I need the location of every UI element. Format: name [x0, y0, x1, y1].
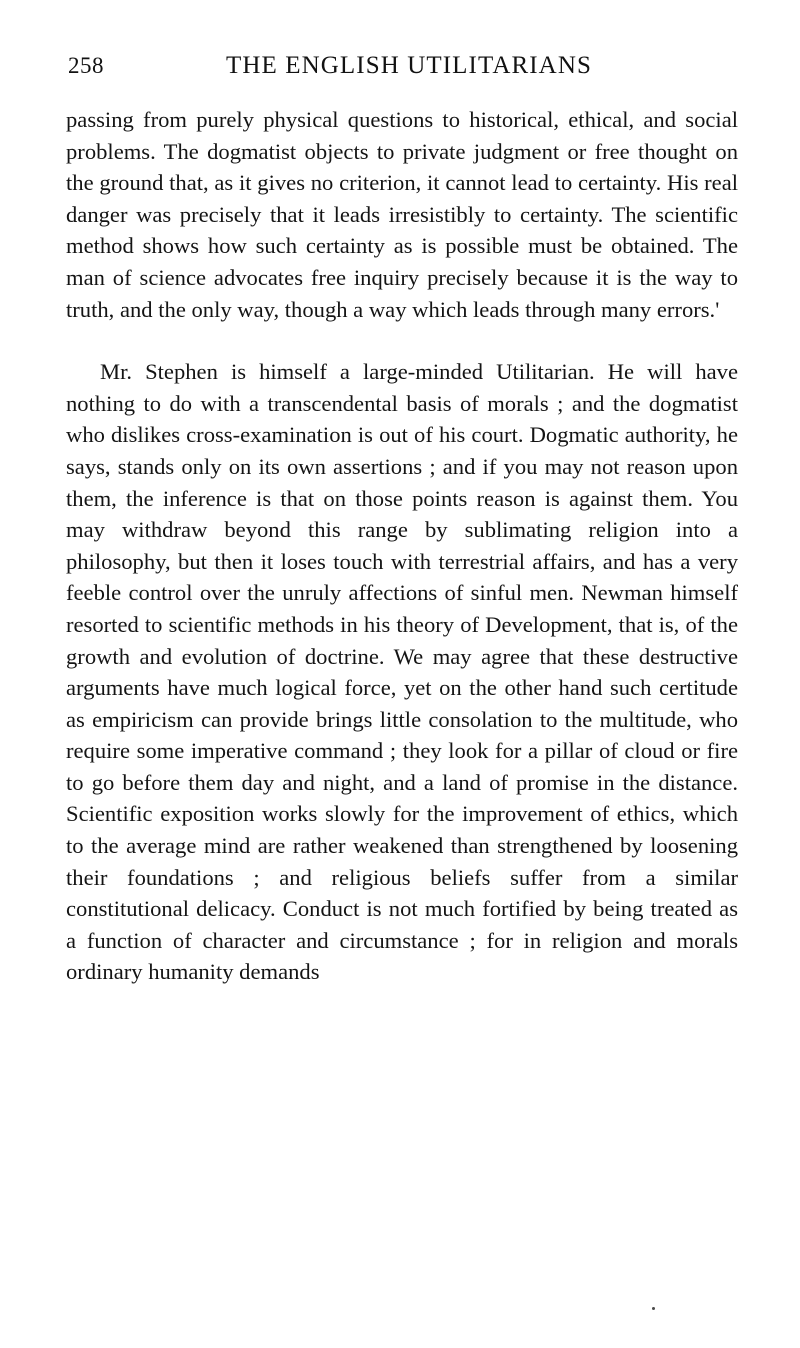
page-header [68, 52, 732, 86]
running-head-title: THE ENGLISH UTILITARIANS [225, 52, 592, 79]
paragraph-1: passing from purely physical questions to historical, ethical, and social problems. The dogmatist objects to private judgment or free thought on the ground that, as it gives no criterion, it cannot lead to certainty. His real danger was precisely that it leads irresistibly to certainty. The scientific method shows how such certainty as is possible must be obtained. The man of science advocates free inquiry precisely because it is the way to truth, and the only way, though a way which leads through many errors.' [66, 107, 738, 322]
page-body [66, 104, 738, 988]
page-speck [652, 1307, 655, 1310]
page-number: 258 [68, 53, 104, 78]
paragraph-2: Mr. Stephen is himself a large-minded Utilitarian. He will have nothing to do with a transcendental basis of morals ; and the dogmatist who dislikes cross-examination is out of his court. Dogmatic authority, he says, stands only on its own assertions ; and if you may not reason upon them, the inference is that on those points reason is against them. You may withdraw beyond this range by sublimating religion into a philosophy, but then it loses touch with terrestrial affairs, and has a very feeble control over the unruly affections of sinful men. Newman himself resorted to scientific methods in his theory of Development, that is, of the growth and evolution of doctrine. We may agree that these destructive arguments have much logical force, yet on the other hand such certitude as empiricism can provide brings little consolation to the multitude, who require some imperative command ; they look for a pillar of cloud or fire to go before them day and night, and a land of promise in the distance. Scientific exposition works slowly for the improvement of ethics, which to the average mind are rather weakened than strengthened by loosening their foundations ; and religious beliefs suffer from a similar constitutional delicacy. Conduct is not much fortified by being treated as a function of character and circumstance ; for in religion and morals ordinary humanity demands [66, 359, 738, 985]
